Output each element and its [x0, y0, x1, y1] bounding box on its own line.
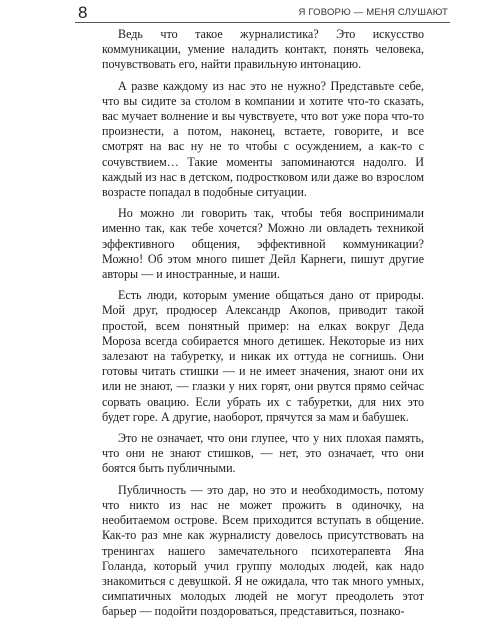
paragraph: А разве каждому из нас это не нужно? Представьте себе, что вы сидите за столом в компании и хотите что-то сказать, вас мучает волнение и вы чувствуете, что вот уже пора что-то произнести, а потом, наконец, встаете, говорите, и все смотрят на вас ну не то чтобы с осуждением, а как-то с сочувствием… Такие моменты запоминаются надолго. И каждый из нас в детском, подростковом или даже во взрослом возрасте попадал в подобные ситуации.: [102, 78, 424, 200]
paragraph: Есть люди, которым умение общаться дано от природы. Мой друг, продюсер Александр Акопов, приводит такой простой, всем понятный пример: на елках вокруг Деда Мороза всегда собирается много детишек. Некоторые из них залезают на табуретку, и никак их оттуда не согнишь. Они готовы читать стишки — и не имеет значения, знают они их или не знают, — глазки у них горят, они рвутся прямо сейчас сорвать овацию. Если убрать их с табуретки, для них это будет горе. А другие, наоборот, прячутся за мам и бабушек.: [102, 288, 424, 424]
paragraph: Но можно ли говорить так, чтобы тебя воспринимали именно так, как тебе хочется? Можно ли овладеть техникой эффективного общения, эффективной коммуникации? Можно! Об этом много пишет Дейл Карнеги, пишут другие авторы — и иностранные, и наши.: [102, 206, 424, 282]
running-title: Я ГОВОРЮ — МЕНЯ СЛУШАЮТ: [298, 7, 448, 18]
paragraph: Публичность — это дар, но это и необходимость, потому что никто из нас не может прожить в одиночку, на необитаемом острове. Всем приходится вступать в общение. Как-то раз мне как журналисту довелось присутствовать на тренингах нашего замечательного психотерапевта Яна Голанда, который учил группу молодых людей, как надо знакомиться с девушкой. Я не ожидала, что так много умных, симпатичных молодых людей не могут преодолеть этот барьер — подойти поздороваться, представиться, познако-: [102, 482, 424, 619]
paragraph: Это не означает, что они глупее, что у них плохая память, что они не знают стишков, — нет, это означает, что они боятся быть публичными.: [102, 431, 424, 476]
body-text: [102, 27, 424, 626]
page-number: 8: [78, 3, 88, 22]
paragraph: Ведь что такое журналистика? Это искусство коммуникации, умение наладить контакт, понять человека, почувствовать его, найти правильную интонацию.: [102, 27, 424, 72]
header-rule: [75, 22, 450, 23]
